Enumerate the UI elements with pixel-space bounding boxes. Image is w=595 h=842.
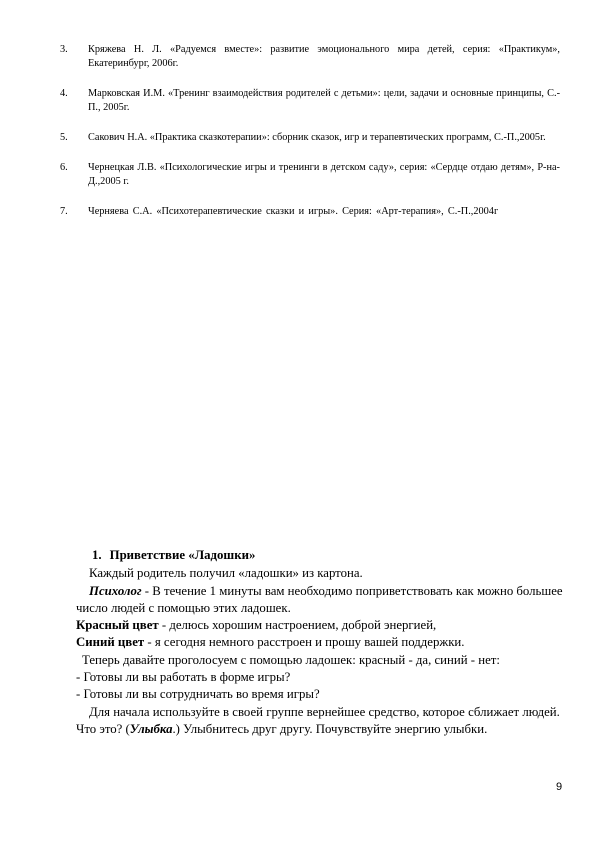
blue-color-paragraph xyxy=(76,634,566,651)
reference-text: Чернецкая Л.В. «Психологические игры и тренинги в детском саду», серия: «Сердце отдаю детям», Р-на-Д.,2005 г. xyxy=(88,162,560,187)
reference-number: 7. xyxy=(60,206,68,217)
reference-number: 6. xyxy=(60,162,68,173)
reference-item xyxy=(60,43,560,71)
reference-text: Марковская И.М. «Тренинг взаимодействия родителей с детьми»: цели, задачи и основные принципы, С.-П., 2005г. xyxy=(88,88,560,113)
vote-paragraph: Теперь давайте проголосуем с помощью ладошек: красный - да, синий - нет: xyxy=(82,652,500,667)
intro-paragraph: Каждый родитель получил «ладошки» из картона. xyxy=(89,566,363,581)
question-item: - Готовы ли вы сотрудничать во время игры? xyxy=(76,687,320,702)
smile-keyword: Улыбка xyxy=(129,721,173,736)
reference-list xyxy=(60,43,560,235)
red-color-paragraph xyxy=(76,617,566,634)
reference-number: 4. xyxy=(60,88,68,99)
reference-text: Черняева С.А. «Психотерапевтические сказки и игры». Серия: «Арт-терапия», С.-П.,2004г xyxy=(88,206,499,217)
reference-text: Сакович Н.А. «Практика сказкотерапии»: сборник сказок, игр и терапевтических программ, С.-П.,2005г. xyxy=(88,132,546,143)
question-item: - Готовы ли вы работать в форме игры? xyxy=(76,670,291,685)
reference-number: 5. xyxy=(60,132,68,143)
section-number: 1. xyxy=(92,548,102,562)
red-color-text: - делюсь хорошим настроением, доброй энергией, xyxy=(158,618,437,633)
reference-item xyxy=(60,205,560,219)
psychologist-paragraph xyxy=(76,583,566,618)
reference-number: 3. xyxy=(60,44,68,55)
page-number: 9 xyxy=(556,781,563,793)
section-heading xyxy=(76,547,566,564)
smile-text-end: .) Улыбнитесь друг другу. Почувствуйте энергию улыбки. xyxy=(172,721,488,736)
reference-item xyxy=(60,87,560,115)
greeting-section xyxy=(76,547,566,738)
section-title: Приветствие «Ладошки» xyxy=(109,548,256,562)
smile-paragraph xyxy=(76,704,566,739)
red-color-label: Красный цвет xyxy=(76,618,159,633)
reference-item xyxy=(60,161,560,189)
reference-text: Кряжева Н. Л. «Радуемся вместе»: развитие эмоционального мира детей, серия: «Практикум», Екатеринбург, 2006г. xyxy=(88,44,560,69)
psychologist-text: - В течение 1 минуты вам необходимо поприветствовать как можно большее число людей с помощью этих ладошек. xyxy=(76,583,563,615)
blue-color-text: - я сегодня немного расстроен и прошу вашей поддержки. xyxy=(144,635,465,650)
blue-color-label: Синий цвет xyxy=(76,635,145,650)
psychologist-label: Психолог xyxy=(89,583,142,598)
smile-text-start: Для начала используйте в своей группе вернейшее средство, которое сближает людей. Что это? ( xyxy=(76,704,560,736)
reference-item xyxy=(60,131,560,145)
